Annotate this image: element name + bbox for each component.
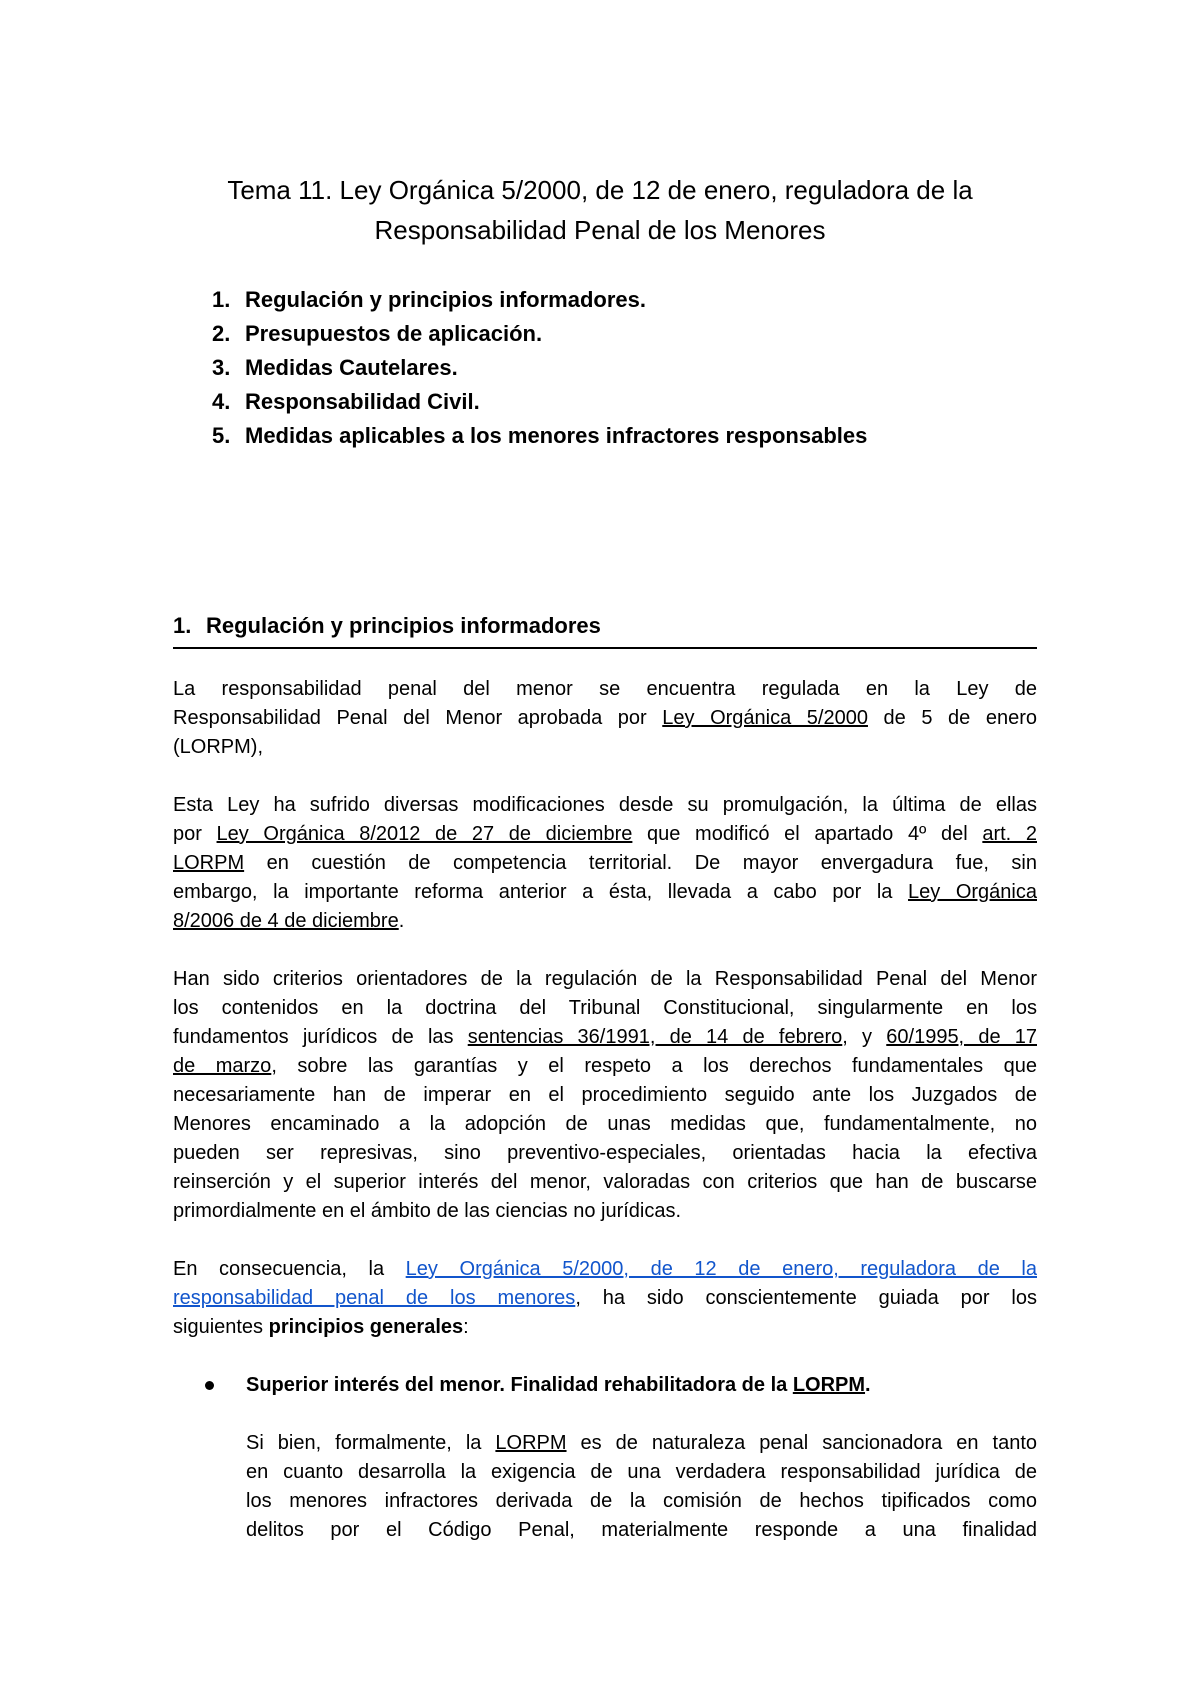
text-line: en cuanto desarrolla la exigencia de una verdadera responsabilidad jurídica de bbox=[246, 1461, 1037, 1483]
toc-number: 2. bbox=[212, 321, 231, 346]
toc-label: Regulación y principios informadores. bbox=[245, 287, 646, 312]
toc-label: Responsabilidad Civil. bbox=[245, 389, 480, 414]
bullet-paragraph bbox=[246, 1429, 1037, 1545]
text-line: necesariamente han de imperar en el procedimiento seguido ante los Juzgados de bbox=[173, 1084, 1037, 1106]
table-of-contents bbox=[212, 283, 867, 453]
text-run: Responsabilidad Penal del Menor aprobada por bbox=[173, 707, 663, 729]
paragraph-1 bbox=[173, 675, 1037, 762]
text-line: La responsabilidad penal del menor se encuentra regulada en la Ley de bbox=[173, 678, 1037, 700]
text-line bbox=[173, 849, 1037, 878]
text-run: Superior interés del menor. Finalidad rehabilitadora de la bbox=[246, 1374, 793, 1396]
text-line: Esta Ley ha sufrido diversas modificaciones desde su promulgación, la última de ellas bbox=[173, 794, 1037, 816]
law-reference-link[interactable]: 8/2006 de 4 de diciembre bbox=[173, 910, 399, 932]
text-line: primordialmente en el ámbito de las ciencias no jurídicas. bbox=[173, 1200, 682, 1222]
text-run: embargo, la importante reforma anterior a ésta, llevada a cabo por la bbox=[173, 881, 909, 903]
law-reference-link[interactable]: Ley Orgánica bbox=[908, 881, 1037, 903]
text-line bbox=[173, 704, 1037, 733]
text-run: En consecuencia, la bbox=[173, 1258, 406, 1280]
toc-label: Medidas Cautelares. bbox=[245, 355, 458, 380]
bold-term: principios generales bbox=[268, 1316, 464, 1338]
text-line bbox=[173, 1284, 1037, 1313]
toc-number: 1. bbox=[212, 287, 231, 312]
text-run: , sobre las garantías y el respeto a los derechos fundamentales que bbox=[271, 1055, 1037, 1077]
section-heading bbox=[173, 611, 1037, 649]
toc-number: 3. bbox=[212, 355, 231, 380]
text-run: . bbox=[865, 1374, 871, 1396]
text-line bbox=[173, 820, 1037, 849]
title-line-1: Tema 11. Ley Orgánica 5/2000, de 12 de enero, reguladora de la bbox=[227, 175, 973, 205]
lorpm-reference-link[interactable]: LORPM bbox=[173, 852, 245, 874]
text-line bbox=[173, 1023, 1037, 1052]
toc-item bbox=[212, 419, 867, 453]
toc-item bbox=[212, 317, 867, 351]
text-line: Menores encaminado a la adopción de unas medidas que, fundamentalmente, no bbox=[173, 1113, 1037, 1135]
text-run: fundamentos jurídicos de las bbox=[173, 1026, 468, 1048]
toc-item bbox=[212, 351, 867, 385]
ruling-reference-link[interactable]: sentencias 36/1991, de 14 de febrero bbox=[467, 1026, 843, 1048]
toc-label: Medidas aplicables a los menores infractores responsables bbox=[245, 423, 868, 448]
text-line bbox=[246, 1371, 1037, 1400]
ruling-reference-link[interactable]: de marzo bbox=[173, 1055, 272, 1077]
text-run: . bbox=[398, 910, 405, 932]
lorpm-reference-link[interactable]: LORPM bbox=[495, 1432, 567, 1454]
toc-item bbox=[212, 385, 867, 419]
text-run: , ha sido conscientemente guiada por los bbox=[575, 1287, 1037, 1309]
toc-number: 5. bbox=[212, 423, 231, 448]
text-line: los menores infractores derivada de la comisión de hechos tipificados como bbox=[246, 1490, 1037, 1512]
toc-item bbox=[212, 283, 867, 317]
toc-number: 4. bbox=[212, 389, 231, 414]
text-line bbox=[173, 1255, 1037, 1284]
law-reference-link[interactable]: Ley Orgánica 8/2012 de 27 de diciembre bbox=[216, 823, 633, 845]
document-title bbox=[150, 170, 1050, 250]
bullet-item bbox=[173, 1371, 1037, 1545]
text-run: : bbox=[463, 1316, 469, 1338]
ruling-reference-link[interactable]: 60/1995, de 17 bbox=[886, 1026, 1037, 1048]
law-hyperlink[interactable]: responsabilidad penal de los menores bbox=[173, 1287, 576, 1309]
text-line: delitos por el Código Penal, materialmente responde a una finalidad bbox=[246, 1519, 1037, 1541]
section-title: Regulación y principios informadores bbox=[206, 613, 601, 638]
law-hyperlink[interactable]: Ley Orgánica 5/2000, de 12 de enero, reguladora de la bbox=[405, 1258, 1037, 1280]
text-line bbox=[173, 1313, 1037, 1342]
bullet-icon bbox=[205, 1381, 214, 1390]
text-line: los contenidos en la doctrina del Tribunal Constitucional, singularmente en los bbox=[173, 997, 1037, 1019]
text-run: que modificó el apartado 4º del bbox=[632, 823, 983, 845]
text-run: , y bbox=[842, 1026, 887, 1048]
text-line bbox=[246, 1429, 1037, 1458]
lorpm-reference-link[interactable]: LORPM bbox=[792, 1374, 866, 1396]
text-run: de 5 de enero bbox=[867, 707, 1037, 729]
text-line: reinserción y el superior interés del menor, valoradas con criterios que han de buscarse bbox=[173, 1171, 1037, 1193]
paragraph-4 bbox=[173, 1255, 1037, 1342]
text-line: Han sido criterios orientadores de la regulación de la Responsabilidad Penal del Menor bbox=[173, 968, 1037, 990]
paragraph-3 bbox=[173, 965, 1037, 1226]
text-run: siguientes bbox=[173, 1316, 269, 1338]
bullet-heading bbox=[246, 1371, 1037, 1400]
text-run: por bbox=[173, 823, 217, 845]
text-line bbox=[173, 878, 1037, 907]
title-line-2: Responsabilidad Penal de los Menores bbox=[374, 215, 826, 245]
text-line: pueden ser represivas, sino preventivo-especiales, orientadas hacia la efectiva bbox=[173, 1142, 1037, 1164]
text-line bbox=[173, 1052, 1037, 1081]
text-line: (LORPM), bbox=[173, 736, 263, 758]
text-run: en cuestión de competencia territorial. De mayor envergadura fue, sin bbox=[244, 852, 1037, 874]
text-line bbox=[173, 907, 1037, 936]
document-body bbox=[173, 675, 1037, 1545]
paragraph-2 bbox=[173, 791, 1037, 936]
law-reference-link[interactable]: Ley Orgánica 5/2000 bbox=[662, 707, 868, 729]
text-run: Si bien, formalmente, la bbox=[246, 1432, 496, 1454]
article-reference-link[interactable]: art. 2 bbox=[982, 823, 1037, 845]
text-run: es de naturaleza penal sancionadora en tanto bbox=[566, 1432, 1037, 1454]
section-number: 1. bbox=[173, 613, 192, 638]
toc-label: Presupuestos de aplicación. bbox=[245, 321, 543, 346]
